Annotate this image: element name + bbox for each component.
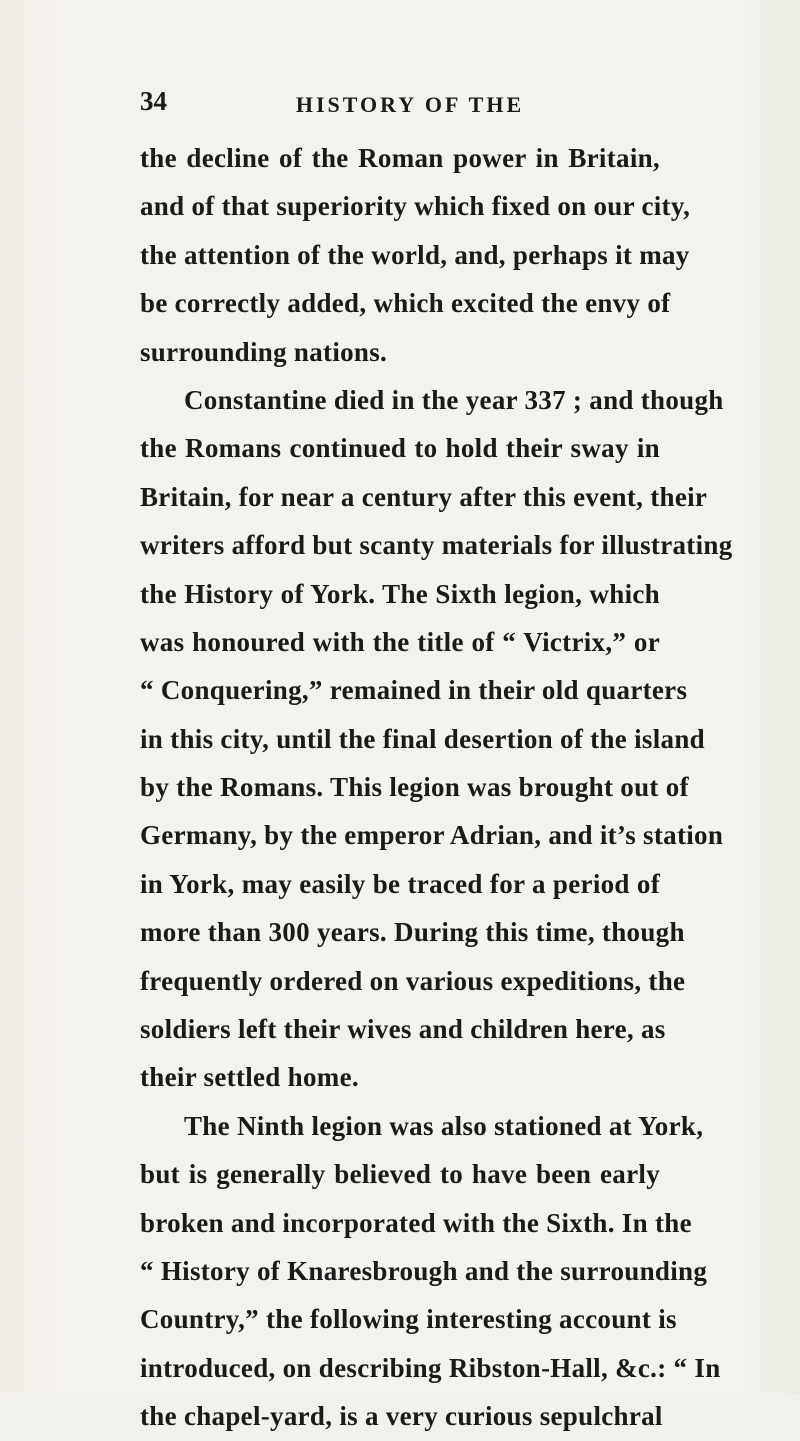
text-line: The Ninth legion was also stationed at York, [184,1110,704,1141]
text-line: surrounding nations. [140,336,388,367]
text-line: and of that superiority which fixed on our city, [140,191,691,222]
text-line: the History of York. The Sixth legion, which [140,578,660,609]
text-line: writers afford but scanty materials for illustrating [140,530,733,561]
text-line: soldiers left their wives and children here, as [140,1014,666,1045]
text-line: the chapel-yard, is a very curious sepulchral [140,1401,663,1432]
text-line: more than 300 years. During this time, though [140,917,685,948]
text-line: “ History of Knaresbrough and the surrounding [140,1255,708,1286]
text-line: was honoured with the title of “ Victrix,” or [140,626,660,657]
text-line: the decline of the Roman power in Britain, [140,143,660,173]
text-line: introduced, on describing Ribston-Hall, &c.: “ In [140,1352,721,1383]
text-line: the Romans continued to hold their sway in [140,433,660,464]
body-text [140,134,733,1441]
running-head-text: HISTORY OF THE [295,92,525,117]
paragraph [140,134,691,376]
text-line: by the Romans. This legion was brought out of [140,772,689,803]
text-line: “ Conquering,” remained in their old quarters [140,675,688,706]
text-line: frequently ordered on various expeditions, the [140,965,686,996]
text-line: in this city, until the final desertion of the island [140,723,705,754]
text-line: Country,” the following interesting account is [140,1304,677,1335]
text-line: be correctly added, which excited the envy of [140,288,671,319]
text-line: Germany, by the emperor Adrian, and it’s station [140,820,724,851]
paragraph [140,1102,721,1441]
page-number: 34 [140,86,167,116]
running-head [0,92,800,118]
text-line: in York, may easily be traced for a period of [140,868,660,899]
text-line: Britain, for near a century after this event, their [140,481,708,512]
paragraph [140,376,733,1102]
text-line: broken and incorporated with the Sixth. In the [140,1207,692,1238]
text-line: Constantine died in the year 337 ; and though [184,384,724,415]
text-line: but is generally believed to have been early [140,1159,660,1190]
text-line: their settled home. [140,1062,359,1093]
text-line: the attention of the world, and, perhaps it may [140,239,690,270]
